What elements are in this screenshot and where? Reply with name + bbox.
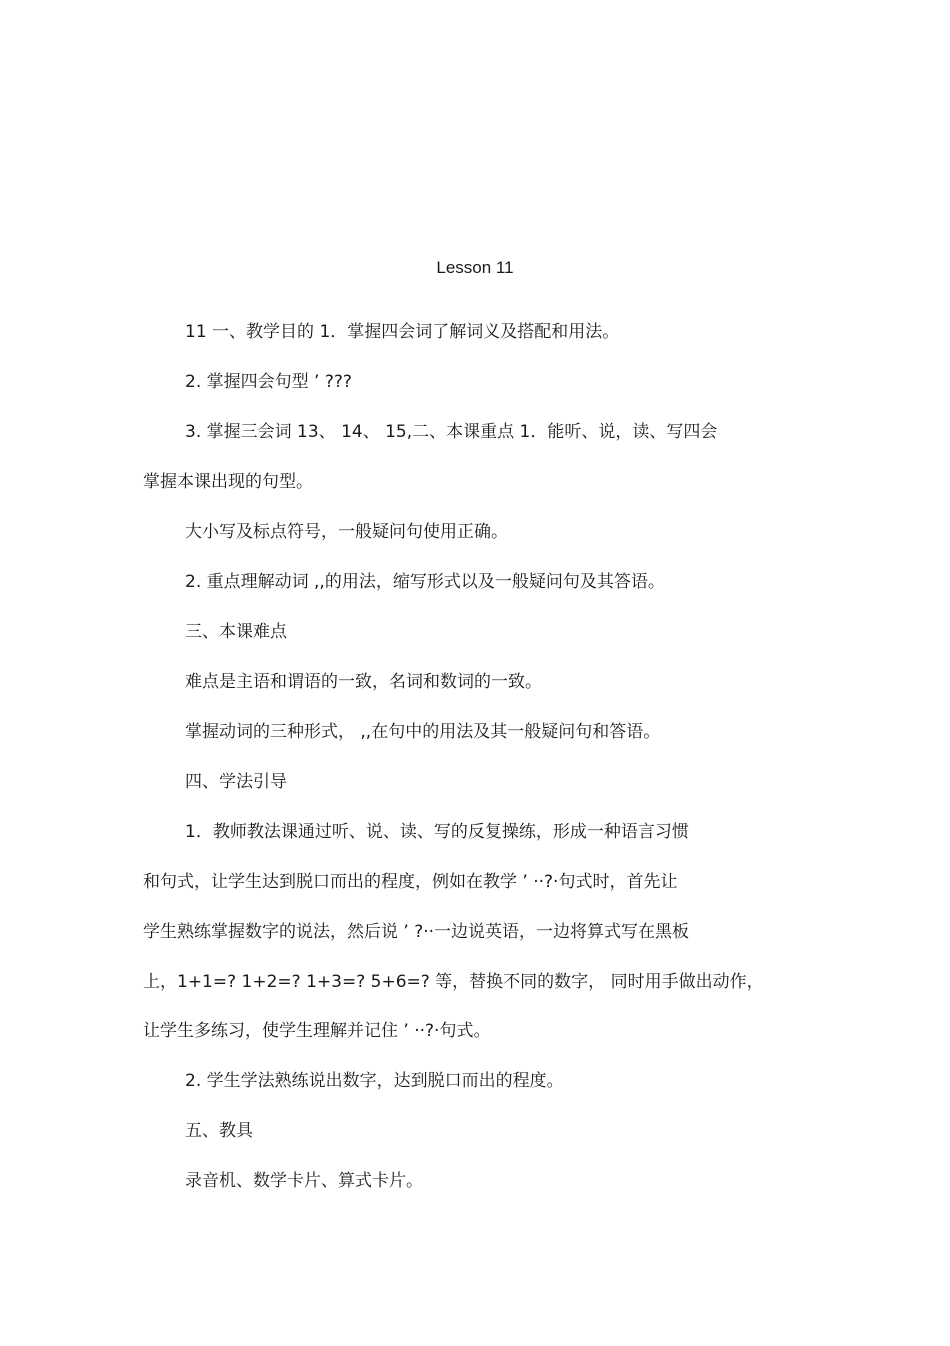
section-heading: 四、学法引导 <box>185 772 287 792</box>
paragraph-line: 学生熟练掌握数字的说法，然后说 ’ ?··一边说英语，一边将算式写在黑板 <box>143 922 690 942</box>
paragraph-line: 1．教师教法课通过听、说、读、写的反复操练，形成一种语言习惯 <box>185 822 689 842</box>
paragraph-line: 大小写及标点符号，一般疑问句使用正确。 <box>185 522 508 542</box>
paragraph-line: 11 一、教学目的 1．掌握四会词了解词义及搭配和用法。 <box>185 322 620 342</box>
paragraph-line: 2. 掌握四会句型 ’ ??? <box>185 372 352 392</box>
document-title: Lesson 11 <box>436 258 514 277</box>
section-heading: 五、教具 <box>185 1121 253 1141</box>
paragraph-line: 掌握本课出现的句型。 <box>143 472 313 492</box>
paragraph-line: 和句式，让学生达到脱口而出的程度，例如在教学 ’ ··?·句式时，首先让 <box>143 872 678 892</box>
paragraph-line: 掌握动词的三种形式， ,,在句中的用法及其一般疑问句和答语。 <box>185 722 661 742</box>
paragraph-line: 录音机、数学卡片、算式卡片。 <box>185 1171 423 1191</box>
paragraph-line: 上，1+1=? 1+2=? 1+3=? 5+6=? 等，替换不同的数字， 同时用手做出动作， <box>143 972 764 992</box>
section-heading: 三、本课难点 <box>185 622 287 642</box>
paragraph-line: 难点是主语和谓语的一致，名词和数词的一致。 <box>185 672 542 692</box>
paragraph-line: 2. 学生学法熟练说出数字，达到脱口而出的程度。 <box>185 1071 564 1091</box>
paragraph-line: 让学生多练习，使学生理解并记住 ’ ··?·句式。 <box>143 1021 491 1041</box>
paragraph-line: 2. 重点理解动词 ,,的用法，缩写形式以及一般疑问句及其答语。 <box>185 572 665 592</box>
paragraph-line: 3. 掌握三会词 13、 14、 15,二、本课重点 1．能听、说，读、写四会 <box>185 422 718 442</box>
